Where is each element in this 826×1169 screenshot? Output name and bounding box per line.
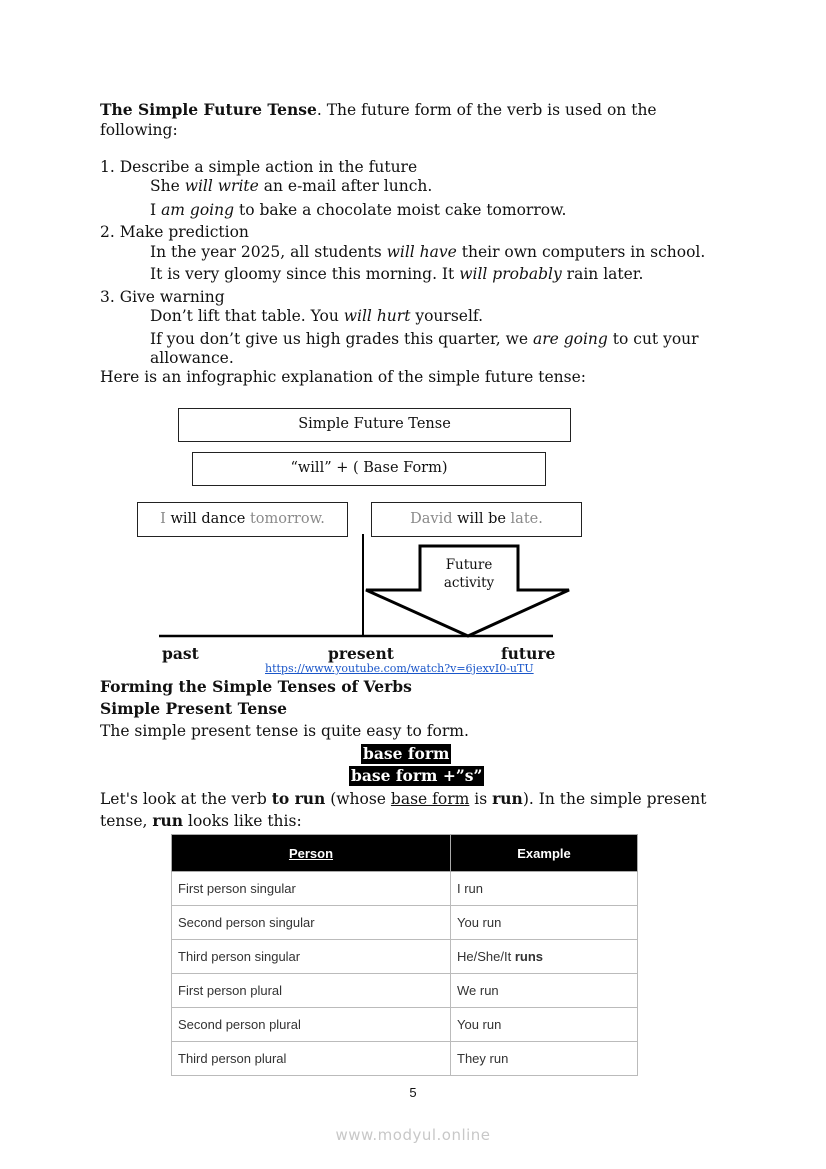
example-sentence: Don’t lift that table. You will hurt yourself. bbox=[150, 307, 484, 325]
timeline-future-label: future bbox=[501, 644, 556, 663]
use-heading: 2. Make prediction bbox=[100, 223, 249, 241]
formula-box: “will” + ( Base Form) bbox=[192, 452, 546, 486]
page-number: 5 bbox=[409, 1085, 417, 1100]
infographic-intro: Here is an infographic explanation of the simple future tense: bbox=[100, 368, 586, 386]
header-example: Example bbox=[451, 835, 638, 872]
example-box-2: David will be late. bbox=[371, 502, 582, 537]
watermark: www.modyul.online bbox=[335, 1126, 491, 1144]
forming-text: The simple present tense is quite easy to form. bbox=[100, 722, 469, 740]
table-row: Third person plural They run bbox=[172, 1042, 638, 1076]
example-sentence-line2: allowance. bbox=[150, 349, 234, 367]
intro-paragraph-line2: following: bbox=[100, 121, 178, 139]
table-row: Second person singular You run bbox=[172, 906, 638, 940]
section-heading: Forming the Simple Tenses of Verbs bbox=[100, 677, 412, 696]
table-row: Third person singular He/She/It runs bbox=[172, 940, 638, 974]
example-sentence: She will write an e-mail after lunch. bbox=[150, 177, 433, 195]
infographic-title-box: Simple Future Tense bbox=[178, 408, 571, 442]
timeline-present-label: present bbox=[328, 644, 394, 663]
intro-paragraph: The Simple Future Tense. The future form of the verb is used on the bbox=[100, 100, 657, 119]
table-row: First person singular I run bbox=[172, 872, 638, 906]
example-sentence: In the year 2025, all students will have their own computers in school. bbox=[150, 243, 706, 261]
use-heading: 3. Give warning bbox=[100, 288, 225, 306]
conjugation-table bbox=[171, 834, 638, 1076]
header-person: Person bbox=[172, 835, 451, 872]
table-row: First person plural We run bbox=[172, 974, 638, 1008]
base-form-label: base form bbox=[363, 744, 450, 763]
example-sentence: If you don’t give us high grades this quarter, we are going to cut your bbox=[150, 330, 699, 348]
section-title: The Simple Future Tense bbox=[100, 100, 317, 119]
arrow-label: Future activity bbox=[443, 557, 495, 591]
run-paragraph-line2: tense, run looks like this: bbox=[100, 811, 302, 830]
base-form-s-label: base form +”s” bbox=[351, 766, 483, 785]
table-row: Second person plural You run bbox=[172, 1008, 638, 1042]
timeline-past-label: past bbox=[162, 644, 199, 663]
example-sentence: It is very gloomy since this morning. It will probably rain later. bbox=[150, 265, 644, 283]
example-box-1: I will dance tomorrow. bbox=[137, 502, 348, 537]
use-heading: 1. Describe a simple action in the future bbox=[100, 158, 418, 176]
example-sentence: I am going to bake a chocolate moist cake tomorrow. bbox=[150, 201, 567, 219]
run-paragraph: Let's look at the verb to run (whose base form is run). In the simple present bbox=[100, 789, 707, 808]
section-subheading: Simple Present Tense bbox=[100, 699, 288, 718]
source-link[interactable]: https://www.youtube.com/watch?v=6jexvI0-uTU bbox=[265, 662, 534, 675]
